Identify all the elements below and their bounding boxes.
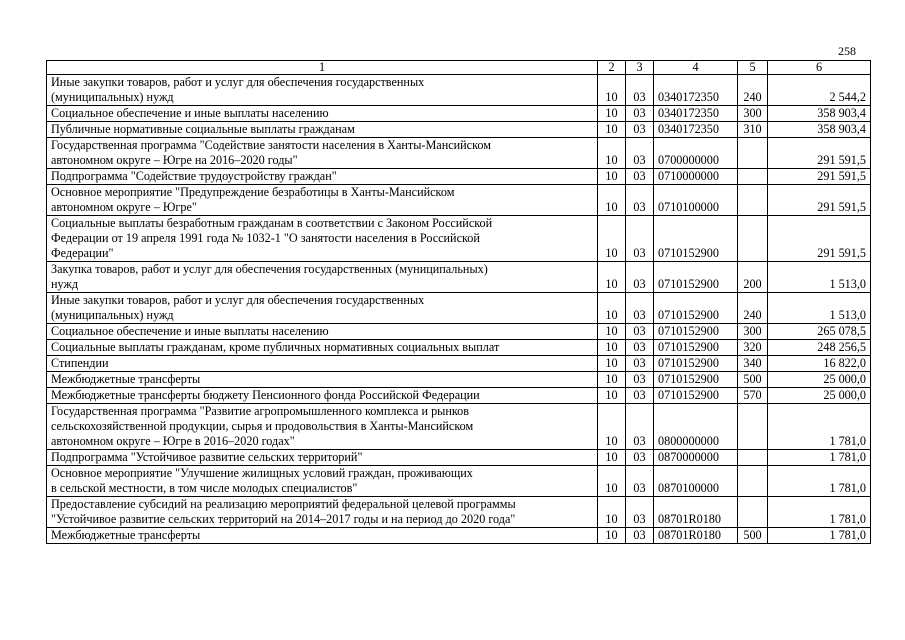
- row-name-line: Федерации": [51, 246, 114, 260]
- row-amount: 25 000,0: [768, 372, 871, 388]
- header-col-5: 5: [738, 61, 768, 75]
- row-section: 10: [598, 122, 626, 138]
- row-name-line: (муниципальных) нужд: [51, 308, 174, 322]
- row-name-line: в сельской местности, в том числе молодых специалистов": [51, 481, 358, 495]
- row-section: 10: [598, 388, 626, 404]
- row-name-line: Закупка товаров, работ и услуг для обеспечения государственных (муниципальных): [51, 262, 488, 276]
- row-expense-type: 300: [738, 106, 768, 122]
- row-name: [47, 138, 598, 169]
- row-name-line: Социальное обеспечение и иные выплаты населению: [51, 106, 329, 120]
- row-expense-type: 570: [738, 388, 768, 404]
- table-body: [47, 75, 871, 544]
- row-subsection: 03: [626, 497, 654, 528]
- row-section: 10: [598, 466, 626, 497]
- row-name-line: Основное мероприятие "Предупреждение безработицы в Ханты-Мансийском: [51, 185, 455, 199]
- row-name: [47, 450, 598, 466]
- row-target-article: 0710152900: [654, 324, 738, 340]
- row-expense-type: 320: [738, 340, 768, 356]
- row-name: [47, 185, 598, 216]
- table-row: [47, 293, 871, 324]
- row-expense-type: 310: [738, 122, 768, 138]
- row-subsection: 03: [626, 450, 654, 466]
- row-subsection: 03: [626, 185, 654, 216]
- row-section: 10: [598, 324, 626, 340]
- row-name-line: автономном округе – Югре в 2016–2020 годах": [51, 434, 295, 448]
- row-expense-type: [738, 169, 768, 185]
- row-expense-type: 200: [738, 262, 768, 293]
- row-name-line: Межбюджетные трансферты: [51, 372, 201, 386]
- row-amount: 1 781,0: [768, 466, 871, 497]
- row-amount: 291 591,5: [768, 185, 871, 216]
- row-target-article: 0710100000: [654, 185, 738, 216]
- row-target-article: 0870100000: [654, 466, 738, 497]
- row-name-line: Социальное обеспечение и иные выплаты населению: [51, 324, 329, 338]
- row-name: [47, 106, 598, 122]
- row-amount: 1 781,0: [768, 404, 871, 450]
- row-target-article: 08701R0180: [654, 497, 738, 528]
- row-expense-type: 500: [738, 528, 768, 544]
- row-name-line: автономном округе – Югре": [51, 200, 197, 214]
- row-amount: 291 591,5: [768, 138, 871, 169]
- row-subsection: 03: [626, 466, 654, 497]
- row-expense-type: 500: [738, 372, 768, 388]
- table-row: [47, 185, 871, 216]
- row-target-article: 0870000000: [654, 450, 738, 466]
- row-subsection: 03: [626, 106, 654, 122]
- row-name-line: Межбюджетные трансферты: [51, 528, 201, 542]
- row-section: 10: [598, 262, 626, 293]
- row-expense-type: 300: [738, 324, 768, 340]
- row-name: [47, 75, 598, 106]
- budget-table: [46, 60, 871, 544]
- row-name: [47, 497, 598, 528]
- row-name-line: Основное мероприятие "Улучшение жилищных условий граждан, проживающих: [51, 466, 473, 480]
- table-row: [47, 528, 871, 544]
- row-subsection: 03: [626, 138, 654, 169]
- row-expense-type: [738, 216, 768, 262]
- row-name-line: Подпрограмма "Устойчивое развитие сельских территорий": [51, 450, 363, 464]
- table-row: [47, 169, 871, 185]
- row-subsection: 03: [626, 122, 654, 138]
- row-subsection: 03: [626, 404, 654, 450]
- row-section: 10: [598, 169, 626, 185]
- row-target-article: 0710152900: [654, 293, 738, 324]
- header-col-2: 2: [598, 61, 626, 75]
- row-name: [47, 372, 598, 388]
- row-amount: 1 513,0: [768, 293, 871, 324]
- row-name: [47, 169, 598, 185]
- row-section: 10: [598, 216, 626, 262]
- row-name: [47, 404, 598, 450]
- row-subsection: 03: [626, 528, 654, 544]
- row-subsection: 03: [626, 216, 654, 262]
- row-amount: 1 781,0: [768, 497, 871, 528]
- row-section: 10: [598, 404, 626, 450]
- header-col-3: 3: [626, 61, 654, 75]
- row-section: 10: [598, 106, 626, 122]
- row-name: [47, 528, 598, 544]
- row-subsection: 03: [626, 169, 654, 185]
- row-name-line: Иные закупки товаров, работ и услуг для обеспечения государственных: [51, 293, 425, 307]
- row-name-line: Социальные выплаты безработным гражданам в соответствии с Законом Российской: [51, 216, 493, 230]
- row-name: [47, 216, 598, 262]
- row-target-article: 0710152900: [654, 356, 738, 372]
- row-name: [47, 122, 598, 138]
- row-expense-type: [738, 185, 768, 216]
- row-amount: 16 822,0: [768, 356, 871, 372]
- row-name-line: автономном округе – Югре на 2016–2020 годы": [51, 153, 298, 167]
- table-row: [47, 75, 871, 106]
- row-target-article: 08701R0180: [654, 528, 738, 544]
- row-amount: 291 591,5: [768, 169, 871, 185]
- row-subsection: 03: [626, 262, 654, 293]
- row-target-article: 0340172350: [654, 75, 738, 106]
- row-name: [47, 293, 598, 324]
- row-expense-type: [738, 138, 768, 169]
- table-row: [47, 122, 871, 138]
- table-row: [47, 372, 871, 388]
- row-name: [47, 340, 598, 356]
- row-target-article: 0710152900: [654, 388, 738, 404]
- row-name-line: сельскохозяйственной продукции, сырья и продовольствия в Ханты-Мансийском: [51, 419, 474, 433]
- row-name-line: Подпрограмма "Содействие трудоустройству граждан": [51, 169, 337, 183]
- row-name-line: Публичные нормативные социальные выплаты гражданам: [51, 122, 355, 136]
- row-name-line: Стипендии: [51, 356, 109, 370]
- row-section: 10: [598, 356, 626, 372]
- row-name-line: Социальные выплаты гражданам, кроме публичных нормативных социальных выплат: [51, 340, 500, 354]
- row-subsection: 03: [626, 293, 654, 324]
- row-target-article: 0340172350: [654, 106, 738, 122]
- table-row: [47, 216, 871, 262]
- row-amount: 1 781,0: [768, 528, 871, 544]
- row-name-line: "Устойчивое развитие сельских территорий на 2014–2017 годы и на период до 2020 года": [51, 512, 516, 526]
- row-subsection: 03: [626, 388, 654, 404]
- row-name-line: Иные закупки товаров, работ и услуг для обеспечения государственных: [51, 75, 425, 89]
- table-row: [47, 497, 871, 528]
- row-name: [47, 356, 598, 372]
- row-subsection: 03: [626, 372, 654, 388]
- row-amount: 358 903,4: [768, 122, 871, 138]
- table-row: [47, 356, 871, 372]
- header-row: [47, 61, 871, 75]
- row-subsection: 03: [626, 324, 654, 340]
- row-name: [47, 324, 598, 340]
- row-name: [47, 466, 598, 497]
- row-expense-type: 340: [738, 356, 768, 372]
- row-expense-type: [738, 497, 768, 528]
- row-subsection: 03: [626, 356, 654, 372]
- row-expense-type: [738, 466, 768, 497]
- row-name: [47, 388, 598, 404]
- row-target-article: 0700000000: [654, 138, 738, 169]
- row-amount: 25 000,0: [768, 388, 871, 404]
- row-name-line: нужд: [51, 277, 79, 291]
- row-name-line: Государственная программа "Содействие занятости населения в Ханты-Мансийском: [51, 138, 491, 152]
- row-amount: 291 591,5: [768, 216, 871, 262]
- row-section: 10: [598, 340, 626, 356]
- header-col-1: 1: [47, 61, 598, 75]
- row-target-article: 0800000000: [654, 404, 738, 450]
- header-col-6: 6: [768, 61, 871, 75]
- table-header: [47, 61, 871, 75]
- row-target-article: 0710000000: [654, 169, 738, 185]
- row-amount: 265 078,5: [768, 324, 871, 340]
- row-target-article: 0710152900: [654, 372, 738, 388]
- row-amount: 1 513,0: [768, 262, 871, 293]
- table-row: [47, 106, 871, 122]
- row-amount: 2 544,2: [768, 75, 871, 106]
- row-target-article: 0710152900: [654, 340, 738, 356]
- row-section: 10: [598, 372, 626, 388]
- table-row: [47, 450, 871, 466]
- row-subsection: 03: [626, 75, 654, 106]
- row-section: 10: [598, 528, 626, 544]
- row-name-line: Государственная программа "Развитие агропромышленного комплекса и рынков: [51, 404, 470, 418]
- row-amount: 358 903,4: [768, 106, 871, 122]
- row-name: [47, 262, 598, 293]
- row-amount: 1 781,0: [768, 450, 871, 466]
- row-section: 10: [598, 293, 626, 324]
- row-section: 10: [598, 497, 626, 528]
- table-row: [47, 324, 871, 340]
- row-target-article: 0710152900: [654, 262, 738, 293]
- row-expense-type: [738, 450, 768, 466]
- row-name-line: Федерации от 19 апреля 1991 года № 1032-1 "О занятости населения в Российской: [51, 231, 480, 245]
- row-section: 10: [598, 75, 626, 106]
- row-expense-type: 240: [738, 75, 768, 106]
- row-amount: 248 256,5: [768, 340, 871, 356]
- row-name-line: Предоставление субсидий на реализацию мероприятий федеральной целевой программы: [51, 497, 516, 511]
- table-row: [47, 404, 871, 450]
- row-name-line: (муниципальных) нужд: [51, 90, 174, 104]
- table-row: [47, 388, 871, 404]
- table-row: [47, 138, 871, 169]
- row-target-article: 0340172350: [654, 122, 738, 138]
- row-expense-type: 240: [738, 293, 768, 324]
- row-section: 10: [598, 450, 626, 466]
- table-row: [47, 340, 871, 356]
- row-section: 10: [598, 185, 626, 216]
- row-section: 10: [598, 138, 626, 169]
- row-expense-type: [738, 404, 768, 450]
- page-number: 258: [838, 44, 856, 58]
- header-col-4: 4: [654, 61, 738, 75]
- row-subsection: 03: [626, 340, 654, 356]
- table-row: [47, 466, 871, 497]
- table-row: [47, 262, 871, 293]
- row-target-article: 0710152900: [654, 216, 738, 262]
- row-name-line: Межбюджетные трансферты бюджету Пенсионного фонда Российской Федерации: [51, 388, 480, 402]
